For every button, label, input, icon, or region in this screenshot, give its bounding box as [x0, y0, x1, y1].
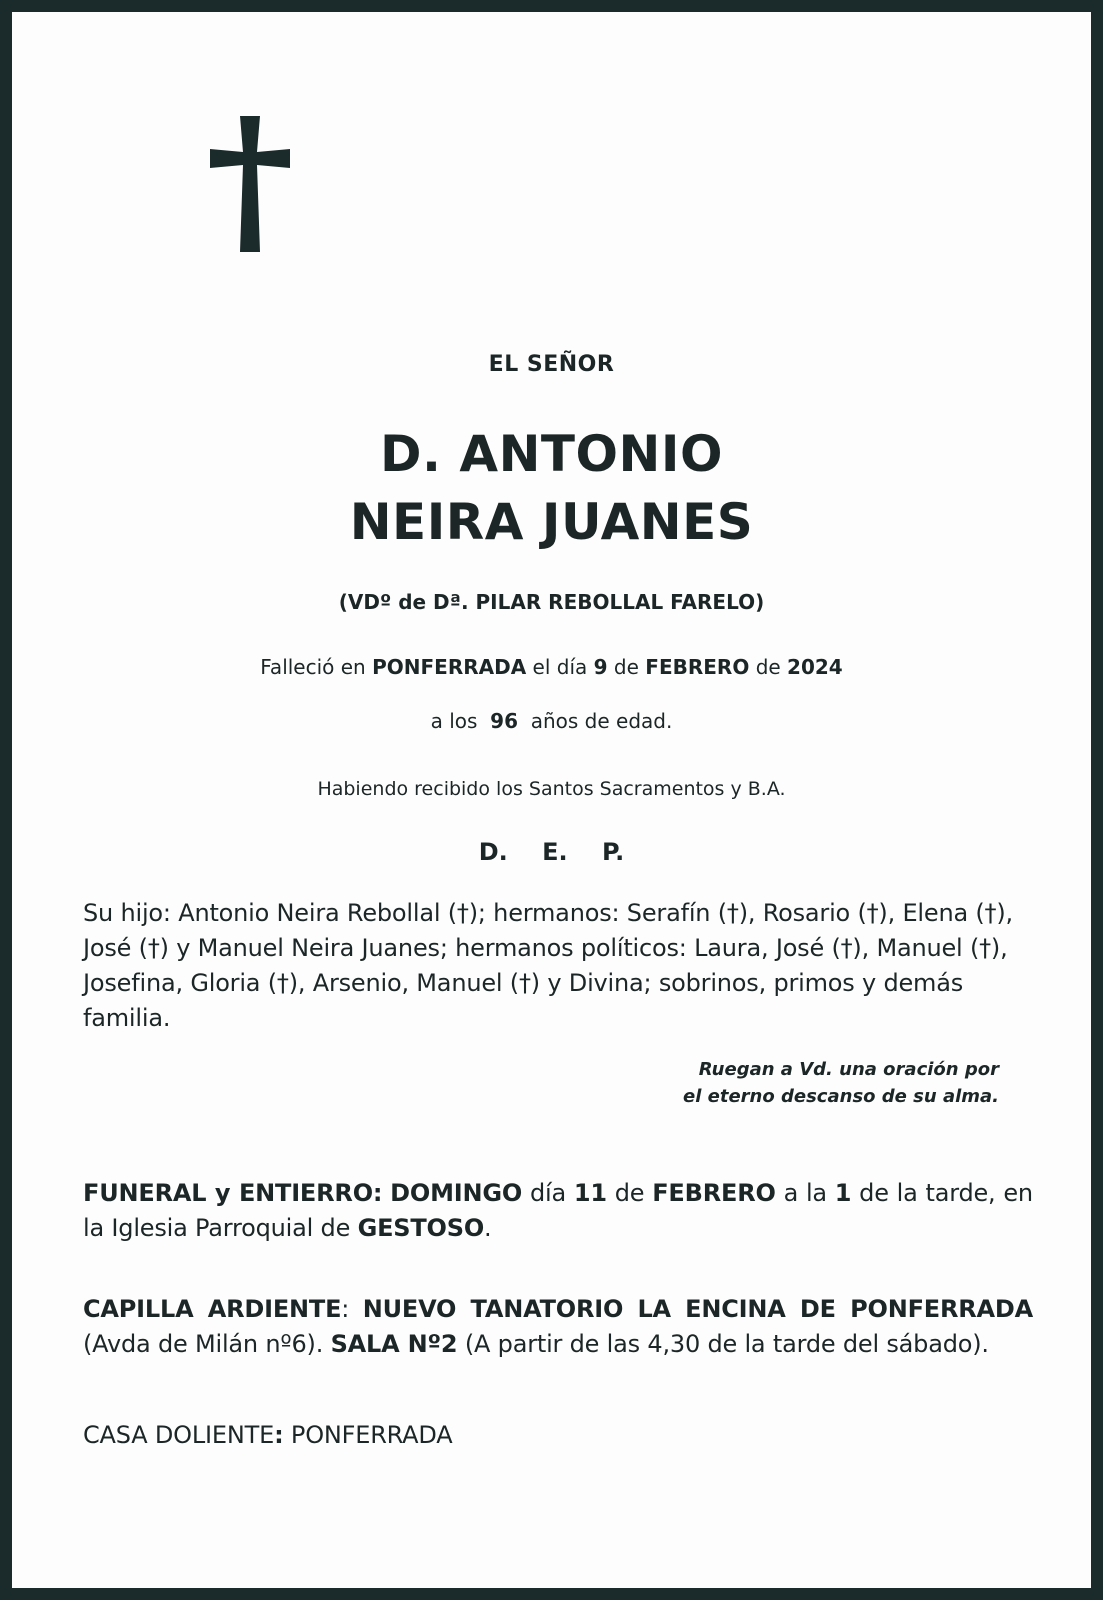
death-prefix: Falleció en — [260, 655, 366, 679]
death-day: 9 — [593, 655, 608, 679]
mourning-house — [83, 1418, 1033, 1453]
funeral-place-prefix: en la Iglesia Parroquial de — [83, 1179, 1033, 1242]
death-month: FEBRERO — [645, 655, 750, 679]
funeral-end: . — [484, 1214, 492, 1242]
family-list: Su hijo: Antonio Neira Rebollal (†); hermanos: Serafín (†), Rosario (†), Elena (†), José (†) y Manuel Neira Juanes; hermanos políticos: Laura, José (†), Manuel (†), Josefina, Gloria (†), Arsenio, Manuel (†) y Divina; sobrinos, primos y demás familia. — [83, 899, 1013, 1032]
chapel-address: (Avda de Milán nº6). — [83, 1330, 324, 1358]
funeral-info — [83, 1176, 1033, 1246]
chapel-schedule: (A partir de las 4,30 de la tarde del sábado). — [464, 1330, 989, 1358]
dep-line: D. E. P. — [478, 838, 625, 866]
age-line — [12, 709, 1091, 733]
funeral-month: FEBRERO — [652, 1179, 776, 1207]
funeral-time-suffix: de la tarde, — [859, 1179, 996, 1207]
chapel-label: CAPILLA ARDIENTE — [83, 1295, 342, 1323]
age-suffix: años de edad. — [530, 709, 673, 733]
chapel-venue: NUEVO TANATORIO LA ENCINA DE PONFERRADA — [362, 1295, 1034, 1323]
death-place: PONFERRADA — [372, 655, 527, 679]
prayer-line2: el eterno descanso de su alma. — [683, 1086, 999, 1107]
funeral-day: 11 — [573, 1179, 607, 1207]
funeral-of: de — [614, 1179, 645, 1207]
deceased-name-line2: NEIRA JUANES — [349, 493, 754, 551]
sacraments-line: Habiendo recibido los Santos Sacramentos y B.A. — [317, 778, 786, 800]
mourning-house-label: CASA DOLIENTE — [83, 1421, 275, 1449]
deceased-name — [12, 420, 1091, 556]
title-prefix: EL SEÑOR — [488, 352, 615, 377]
chapel-room: SALA Nº2 — [330, 1330, 458, 1358]
death-of1: de — [613, 655, 639, 679]
funeral-hour: 1 — [834, 1179, 852, 1207]
cross-icon — [210, 116, 290, 252]
chapel-colon: : — [341, 1295, 350, 1323]
funeral-day-prefix: día — [529, 1179, 566, 1207]
deceased-name-line1: D. ANTONIO — [379, 425, 723, 483]
death-line — [12, 655, 1091, 679]
obituary-card — [12, 12, 1091, 1588]
chapel-info — [83, 1292, 1033, 1362]
funeral-time-prefix: a la — [783, 1179, 827, 1207]
death-day-prefix: el día — [532, 655, 588, 679]
age-value: 96 — [490, 709, 519, 733]
prayer-line1: Ruegan a Vd. una oración por — [698, 1059, 999, 1080]
widower-of: (VDº de Dª. PILAR REBOLLAL FARELO) — [338, 590, 765, 614]
age-prefix: a los — [430, 709, 478, 733]
death-year: 2024 — [787, 655, 843, 679]
mourning-house-colon: : — [274, 1421, 284, 1449]
funeral-label: FUNERAL y ENTIERRO: — [83, 1179, 383, 1207]
funeral-weekday: DOMINGO — [390, 1179, 523, 1207]
mourning-house-value: PONFERRADA — [290, 1421, 453, 1449]
death-of2: de — [755, 655, 781, 679]
prayer-request — [683, 1056, 999, 1110]
funeral-place: GESTOSO — [357, 1214, 485, 1242]
